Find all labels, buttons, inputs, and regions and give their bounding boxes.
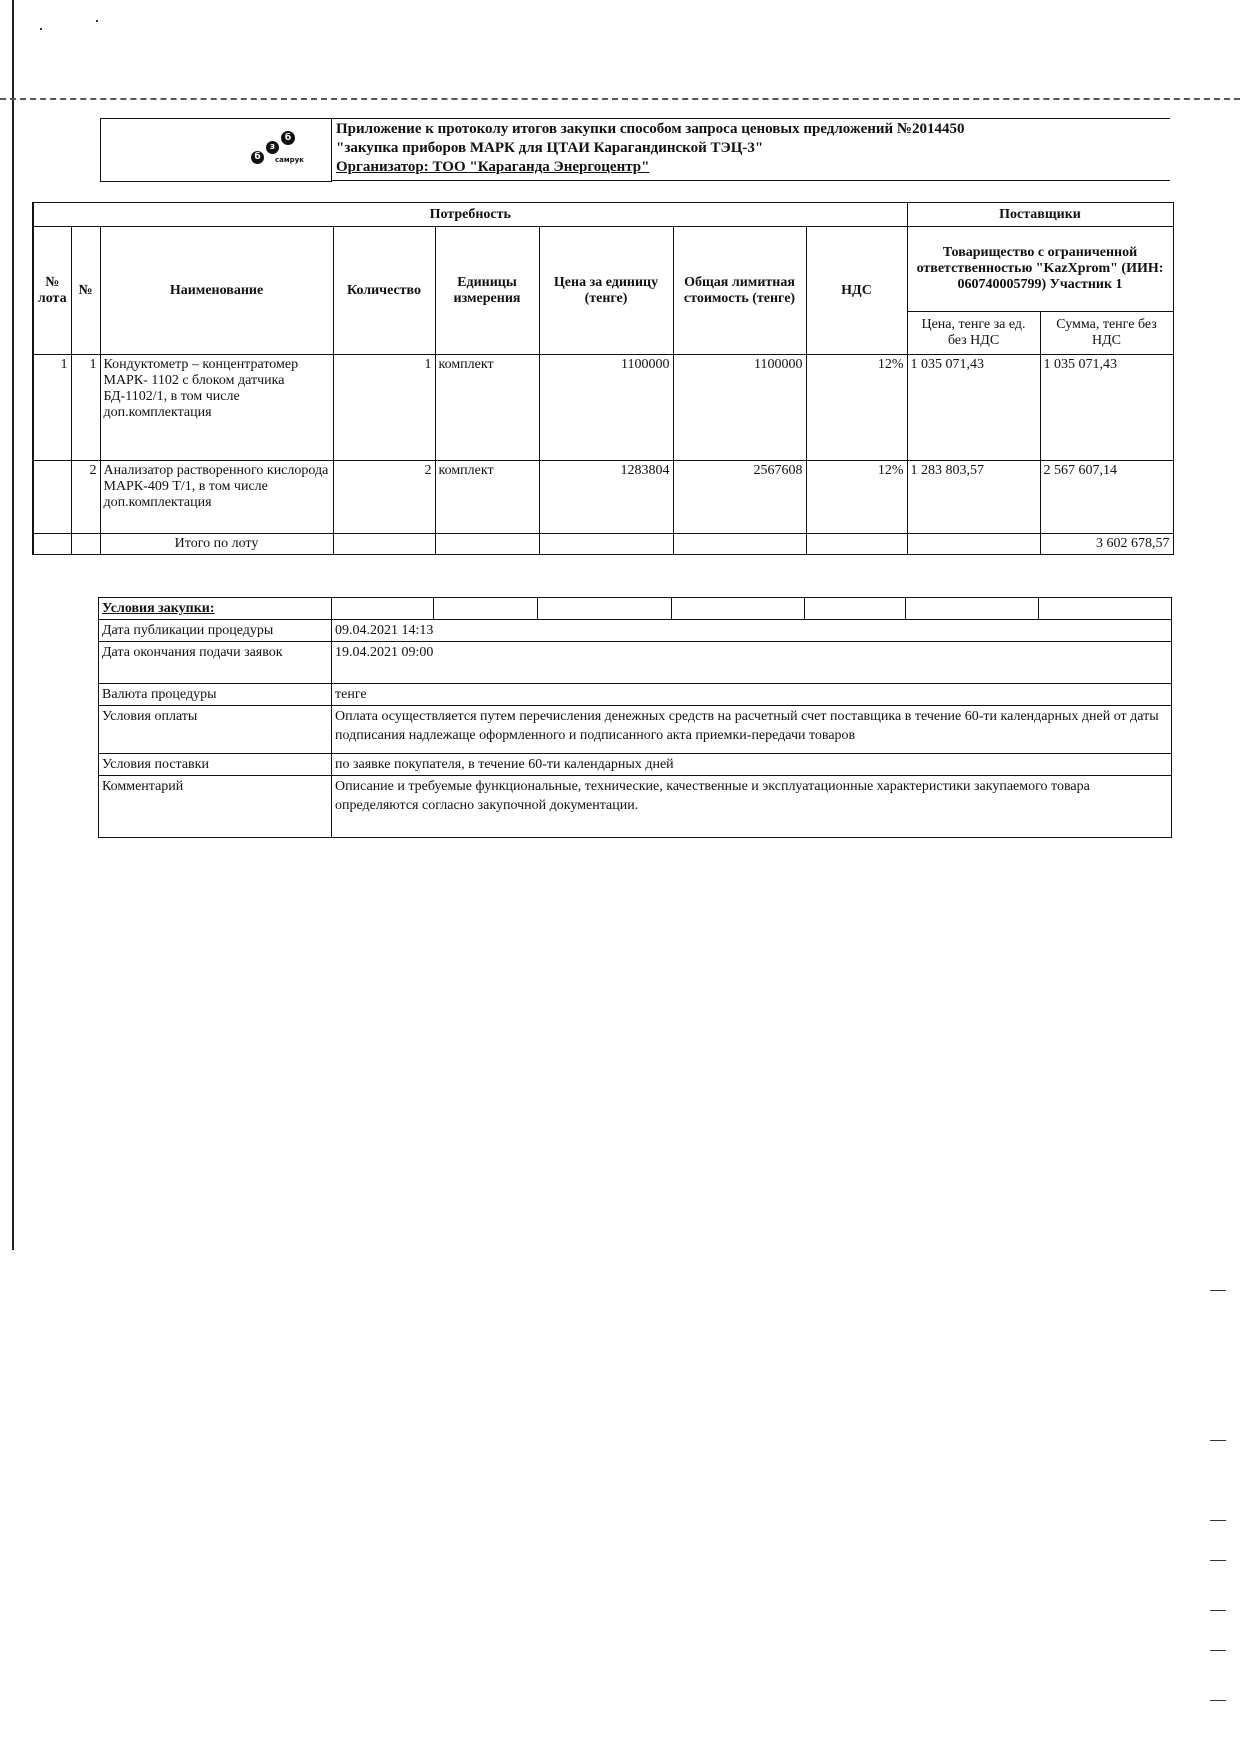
margin-mark: [1210, 1440, 1226, 1441]
delivery-value: по заявке покупателя, в течение 60-ти календарных дней: [332, 754, 1172, 776]
scan-speck: [96, 20, 98, 22]
currency-label: Валюта процедуры: [99, 684, 332, 706]
payment-value: Оплата осуществляется путем перечисления денежных средств на расчетный счет поставщика в течение 60-ти календарных дней от даты подписания надлежаще оформленного и подписанного акта приемки-передачи товаров: [332, 706, 1172, 754]
header-title-cell: [332, 118, 1170, 181]
empty-cell: [538, 598, 672, 620]
cell-name: Анализатор растворенного кислорода МАРК-409 Т/1, в том числе доп.комплектация: [100, 461, 333, 534]
fold-dashed-line: [0, 98, 1240, 100]
total-row: [33, 534, 1173, 555]
currency-value: тенге: [332, 684, 1172, 706]
empty-cell: [673, 534, 806, 555]
scan-speck: [40, 28, 42, 30]
cell-unit: комплект: [435, 461, 539, 534]
cell-vat: 12%: [806, 355, 907, 461]
document-header: [100, 118, 1172, 182]
empty-cell: [672, 598, 805, 620]
margin-mark: [1210, 1520, 1226, 1521]
payment-label: Условия оплаты: [99, 706, 332, 754]
logo-cell: [100, 118, 332, 182]
empty-cell: [33, 534, 71, 555]
end-date-value: 19.04.2021 09:00: [332, 642, 1172, 684]
cell-supplier-sum: 1 035 071,43: [1040, 355, 1173, 461]
scan-edge-line: [12, 0, 14, 1250]
end-date-label: Дата окончания подачи заявок: [99, 642, 332, 684]
procurement-table: [32, 202, 1174, 555]
group-header-need: Потребность: [33, 203, 907, 227]
logo-text: самрук: [275, 156, 304, 164]
col-header-price: Цена за единицу (тенге): [539, 227, 673, 355]
pub-date-value: 09.04.2021 14:13: [332, 620, 1172, 642]
cell-unit: комплект: [435, 355, 539, 461]
empty-cell: [434, 598, 538, 620]
empty-cell: [71, 534, 100, 555]
logo-dot-icon: з: [266, 141, 279, 154]
col-header-limit: Общая лимитная стоимость (тенге): [673, 227, 806, 355]
total-label: Итого по лоту: [100, 534, 333, 555]
delivery-label: Условия поставки: [99, 754, 332, 776]
empty-cell: [1039, 598, 1172, 620]
cell-name: Кондуктометр – концентратомер МАРК- 1102 с блоком датчика БД-1102/1, в том числе доп.комплектация: [100, 355, 333, 461]
col-header-unit: Единицы измерения: [435, 227, 539, 355]
empty-cell: [333, 534, 435, 555]
col-header-vat: НДС: [806, 227, 907, 355]
col-header-name: Наименование: [100, 227, 333, 355]
empty-cell: [332, 598, 434, 620]
cell-price: 1100000: [539, 355, 673, 461]
col-header-qty: Количество: [333, 227, 435, 355]
cell-limit: 2567608: [673, 461, 806, 534]
conditions-title: Условия закупки:: [99, 598, 332, 620]
empty-cell: [435, 534, 539, 555]
col-header-lot: № лота: [33, 227, 71, 355]
margin-mark: [1210, 1610, 1226, 1611]
group-header-suppliers: Поставщики: [907, 203, 1173, 227]
cell-qty: 2: [333, 461, 435, 534]
empty-cell: [806, 534, 907, 555]
header-title-line-3: Организатор: ТОО "Караганда Энергоцентр": [336, 159, 650, 175]
comment-value: Описание и требуемые функциональные, технические, качественные и эксплуатационные характеристики закупаемого товара определяются согласно закупочной документации.: [332, 776, 1172, 838]
margin-mark: [1210, 1650, 1226, 1651]
supplier-price-header: Цена, тенге за ед. без НДС: [907, 312, 1040, 355]
comment-label: Комментарий: [99, 776, 332, 838]
table-row: [33, 355, 1173, 461]
margin-mark: [1210, 1290, 1226, 1291]
col-header-num: №: [71, 227, 100, 355]
logo-dot-icon: б: [251, 151, 264, 164]
pub-date-label: Дата публикации процедуры: [99, 620, 332, 642]
cell-supplier-price: 1 035 071,43: [907, 355, 1040, 461]
samruk-logo: [251, 131, 321, 171]
empty-cell: [907, 534, 1040, 555]
cell-lot: 1: [33, 355, 71, 461]
margin-mark: [1210, 1700, 1226, 1701]
supplier-sum-header: Сумма, тенге без НДС: [1040, 312, 1173, 355]
cell-num: 1: [71, 355, 100, 461]
cell-price: 1283804: [539, 461, 673, 534]
cell-limit: 1100000: [673, 355, 806, 461]
margin-mark: [1210, 1560, 1226, 1561]
supplier-header: Товарищество с ограниченной ответственностью "KazXprom" (ИИН: 060740005799) Участник 1: [907, 227, 1173, 312]
logo-dot-icon: б: [281, 131, 295, 145]
header-title-line-2: "закупка приборов МАРК для ЦТАИ Карагандинской ТЭЦ-3": [336, 140, 764, 156]
cell-supplier-sum: 2 567 607,14: [1040, 461, 1173, 534]
cell-lot: [33, 461, 71, 534]
table-row: [33, 461, 1173, 534]
empty-cell: [906, 598, 1039, 620]
cell-num: 2: [71, 461, 100, 534]
header-rule: [332, 180, 1170, 181]
cell-vat: 12%: [806, 461, 907, 534]
empty-cell: [539, 534, 673, 555]
total-value: 3 602 678,57: [1040, 534, 1173, 555]
conditions-table: [98, 597, 1172, 838]
header-title-line-1: Приложение к протоколу итогов закупки способом запроса ценовых предложений №2014450: [336, 121, 965, 137]
cell-supplier-price: 1 283 803,57: [907, 461, 1040, 534]
empty-cell: [805, 598, 906, 620]
cell-qty: 1: [333, 355, 435, 461]
